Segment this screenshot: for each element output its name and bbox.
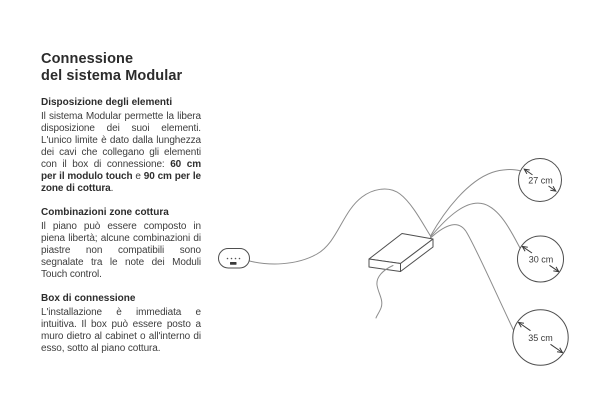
section-heading: Combinazioni zone cottura <box>41 207 169 218</box>
section-heading: Disposizione degli elementi <box>41 97 173 108</box>
body-text: e <box>132 171 144 182</box>
page-title-line2: del sistema Modular <box>41 68 183 84</box>
page-title-line1: Connessione <box>41 51 134 67</box>
zone-27-label: 27 cm <box>528 175 553 186</box>
section-body: Il piano può essere composto in piena libertà; alcune combinazioni di piastre non compatibili sono segnalate tra le note dei Moduli Touch control. <box>41 221 201 280</box>
cable-zone-30 <box>431 203 521 248</box>
body-text-bold: 90 cm per le zone di cottura <box>41 171 202 194</box>
touch-module-outline <box>219 249 250 269</box>
cable-zone-35 <box>431 225 514 330</box>
section-heading: Box di connessione <box>41 293 136 304</box>
zone-35-label: 35 cm <box>528 333 553 343</box>
cable-zone-27 <box>431 170 521 236</box>
body-text: Il sistema Modular permette la libera disposizione dei suoi elementi. L'unico limite è dato dalla lunghezza dei cavi che collegano gli elementi con il box di connessione: <box>41 111 201 170</box>
touch-module-logo-mark <box>230 262 237 265</box>
power-cable <box>376 266 393 319</box>
body-text: . <box>110 183 114 194</box>
touch-module-icon <box>219 249 250 269</box>
body-text-bold: 60 cm per il modulo touch <box>41 159 201 182</box>
connection-box-icon <box>369 234 433 272</box>
zone-30-label: 30 cm <box>528 254 554 265</box>
section-body: L'installazione è immediata e intuitiva. Il box può essere posto a muro dietro al cabinet o all'interno di esso, sotto al piano cottura. <box>41 307 201 354</box>
